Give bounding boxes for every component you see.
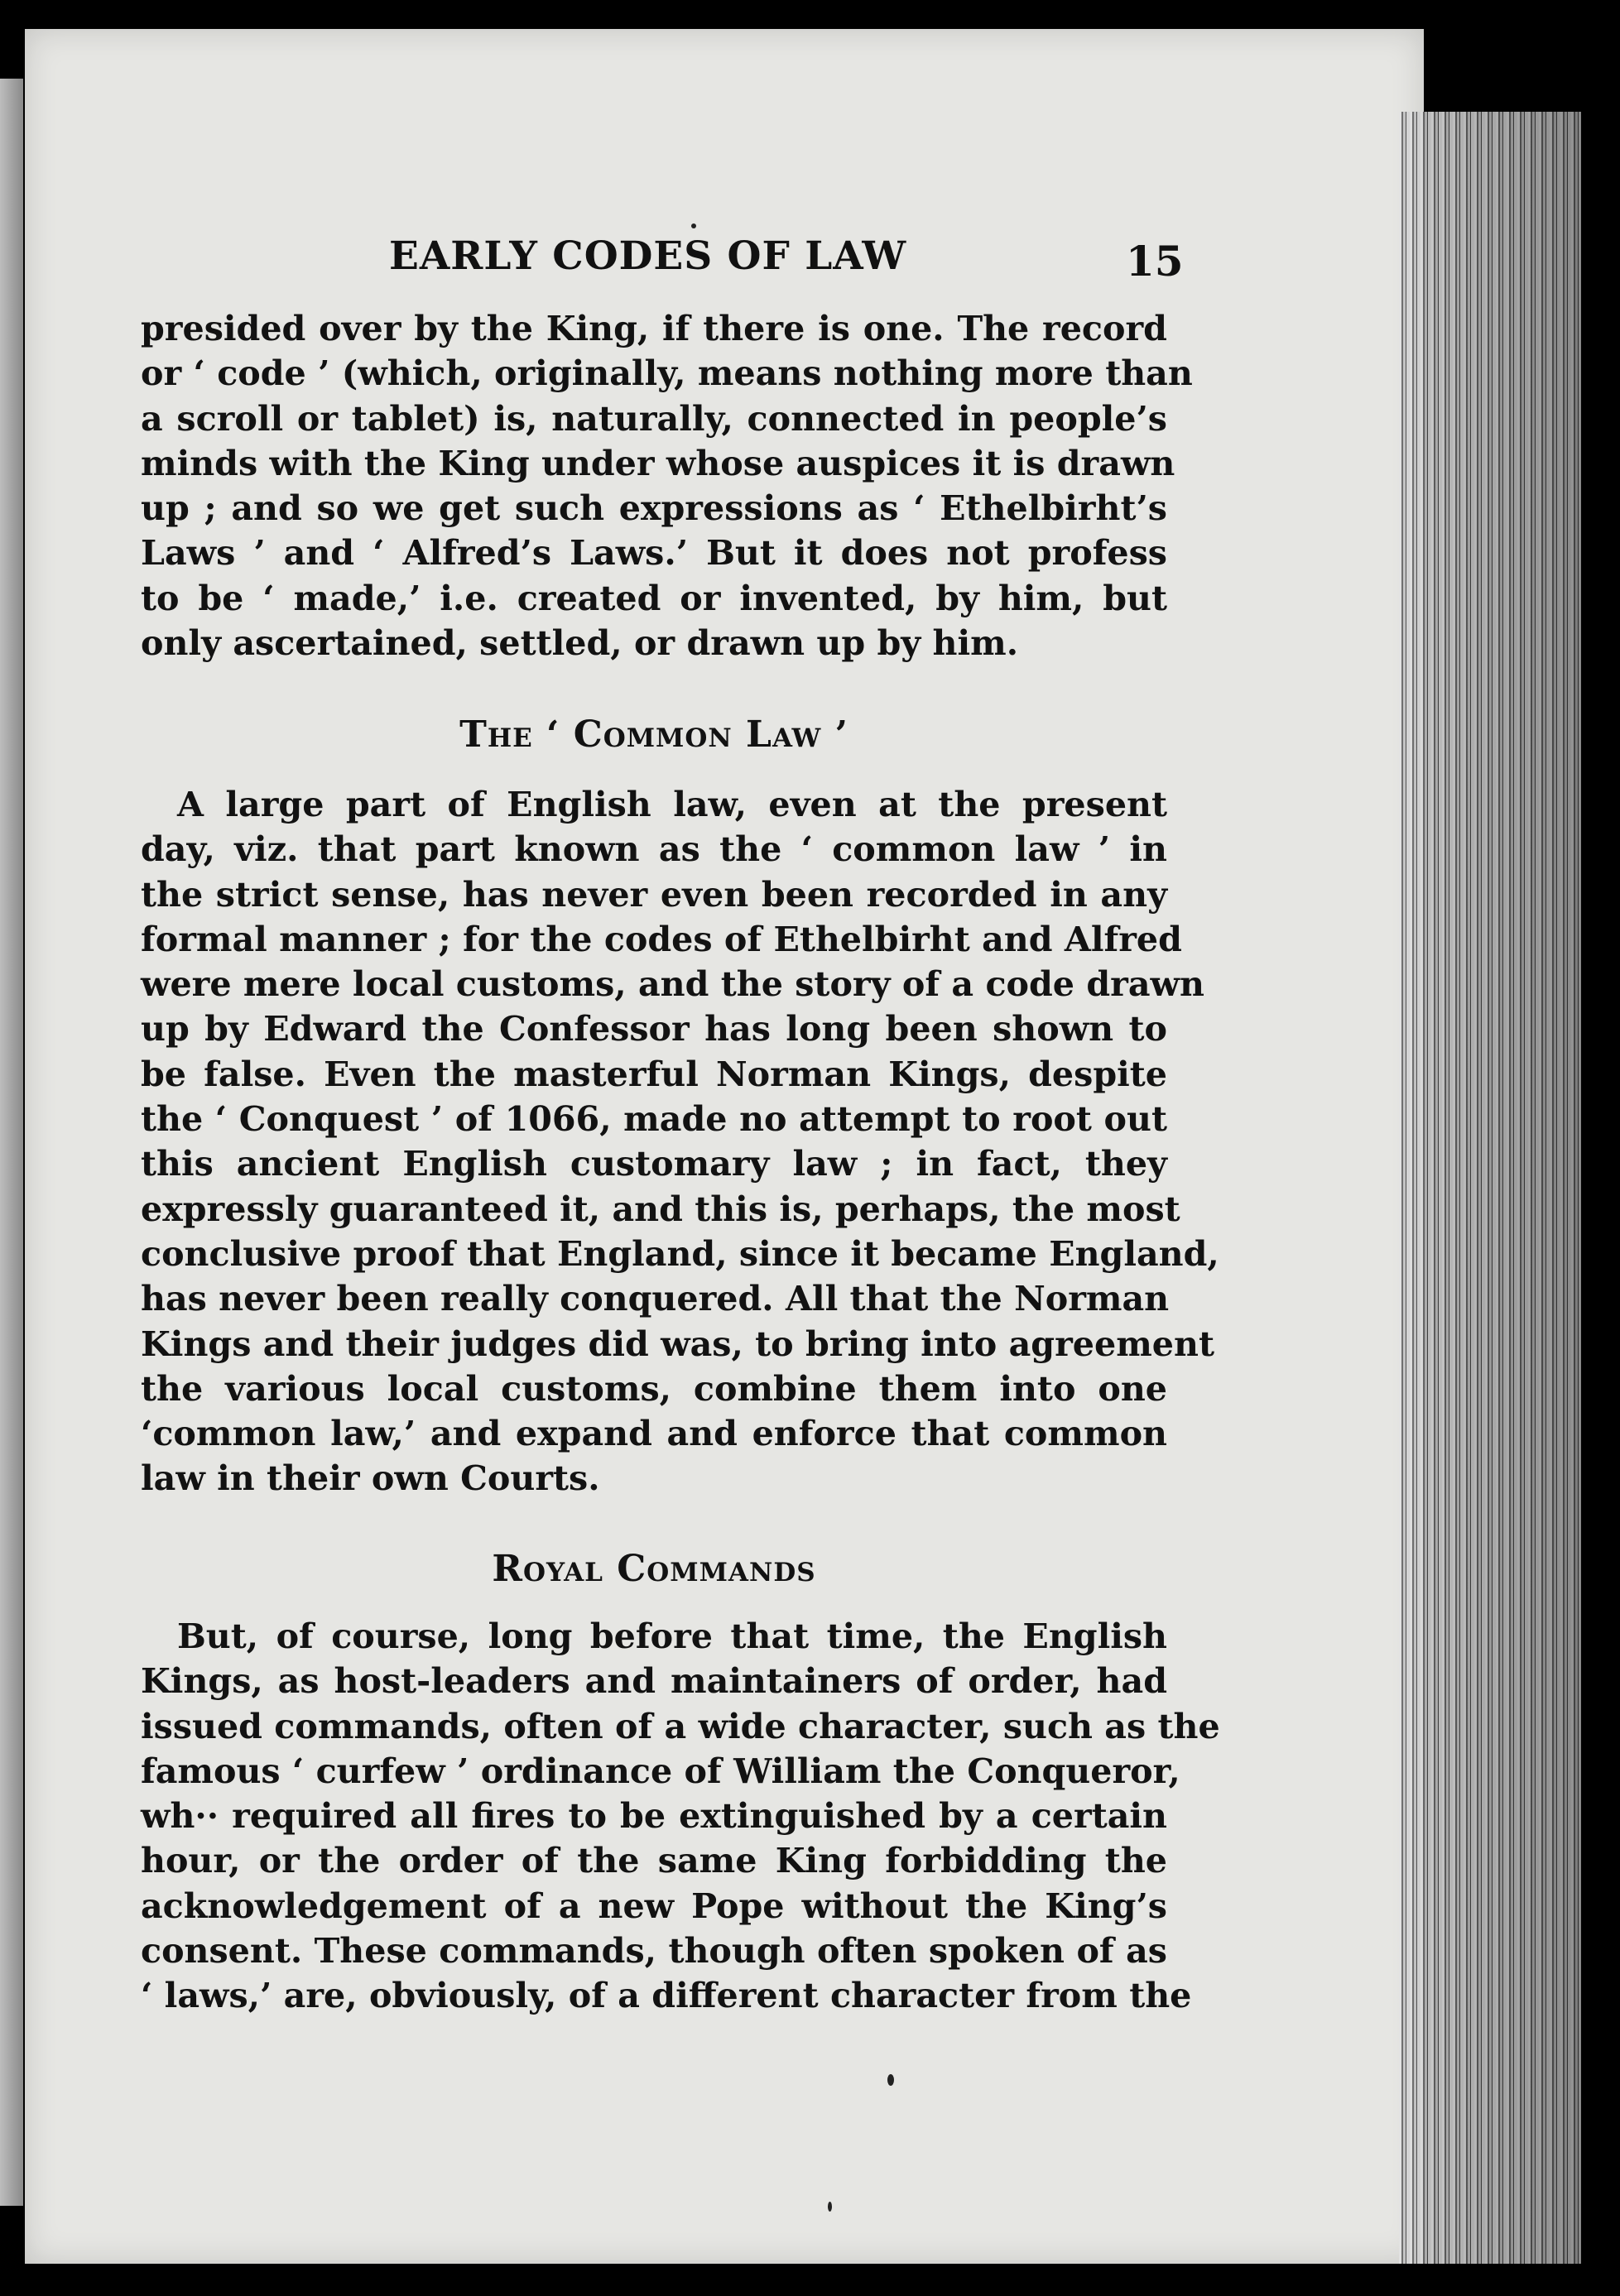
text-line: ‘common law,’ and expand and enforce that common bbox=[141, 1413, 1167, 1454]
text-line: conclusive proof that England, since it became England, bbox=[141, 1232, 1219, 1274]
text-line: presided over by the King, if there is one. The record bbox=[141, 308, 1167, 348]
text-line: famous ‘ curfew ’ ordinance of William the Conqueror, bbox=[141, 1750, 1180, 1791]
text-line: formal manner ; for the codes of Ethelbirht and Alfred bbox=[141, 918, 1182, 959]
page-number: 15 bbox=[1126, 237, 1184, 286]
fore-edge-shadow bbox=[1399, 112, 1581, 2264]
paragraph-2 bbox=[141, 782, 1219, 1501]
text-line: the ‘ Conquest ’ of 1066, made no attempt to root out bbox=[141, 1098, 1167, 1140]
section-heading-common-law: The ‘ Common Law ’ bbox=[459, 713, 848, 756]
text-line: A large part of English law, even at the present bbox=[177, 784, 1167, 824]
text-line: wh·· required all fires to be extinguished by a certain bbox=[141, 1795, 1167, 1837]
text-line: the strict sense, has never even been recorded in any bbox=[141, 873, 1167, 915]
text-line: law in their own Courts. bbox=[141, 1458, 600, 1499]
text-line: issued commands, often of a wide character, such as the bbox=[141, 1705, 1220, 1746]
text-line: has never been really conquered. All that the Norman bbox=[141, 1278, 1170, 1319]
text-line: Kings and their judges did was, to bring into agreement bbox=[141, 1323, 1214, 1364]
text-line: hour, or the order of the same King forbidding the bbox=[141, 1840, 1167, 1881]
paragraph-3 bbox=[141, 1614, 1220, 2019]
text-line: a scroll or tablet) is, naturally, connected in people’s bbox=[141, 397, 1167, 439]
paragraph-1 bbox=[141, 306, 1193, 665]
text-line: this ancient English customary law ; in fact, they bbox=[141, 1143, 1167, 1184]
text-line: consent. These commands, though often spoken of as bbox=[141, 1930, 1167, 1972]
text-line: the various local customs, combine them into one bbox=[141, 1367, 1167, 1409]
text-line: Kings, as host-leaders and maintainers of order, had bbox=[141, 1660, 1167, 1702]
running-head bbox=[25, 233, 1233, 291]
text-line: only ascertained, settled, or drawn up by him. bbox=[141, 622, 1019, 664]
text-line: expressly guaranteed it, and this is, perhaps, the most bbox=[141, 1188, 1180, 1229]
facing-page-edge bbox=[0, 79, 23, 2206]
text-line: up by Edward the Confessor has long been shown to bbox=[141, 1008, 1167, 1050]
text-line: be false. Even the masterful Norman Kings, despite bbox=[141, 1053, 1167, 1094]
text-line: minds with the King under whose auspices it is drawn bbox=[141, 442, 1175, 483]
text-line: up ; and so we get such expressions as ‘ Ethelbirht’s bbox=[141, 488, 1167, 529]
ink-speck bbox=[828, 2202, 832, 2212]
text-line: Laws ’ and ‘ Alfred’s Laws.’ But it does not profess bbox=[141, 532, 1167, 574]
running-title: EARLY CODES OF LAW bbox=[389, 233, 907, 279]
text-line: But, of course, long before that time, the English bbox=[177, 1616, 1167, 1656]
text-line: ‘ laws,’ are, obviously, of a different character from the bbox=[141, 1975, 1192, 2016]
text-line: or ‘ code ’ (which, originally, means nothing more than bbox=[141, 353, 1193, 394]
text-line: day, viz. that part known as the ‘ common law ’ in bbox=[141, 829, 1167, 870]
text-line: to be ‘ made,’ i.e. created or invented, by him, but bbox=[141, 577, 1167, 618]
ink-speck bbox=[887, 2074, 894, 2086]
text-line: acknowledgement of a new Pope without the King’s bbox=[141, 1885, 1167, 1926]
ink-speck bbox=[691, 223, 696, 228]
section-heading-royal-commands: Royal Commands bbox=[492, 1548, 816, 1590]
text-line: were mere local customs, and the story of a code drawn bbox=[141, 963, 1204, 1005]
